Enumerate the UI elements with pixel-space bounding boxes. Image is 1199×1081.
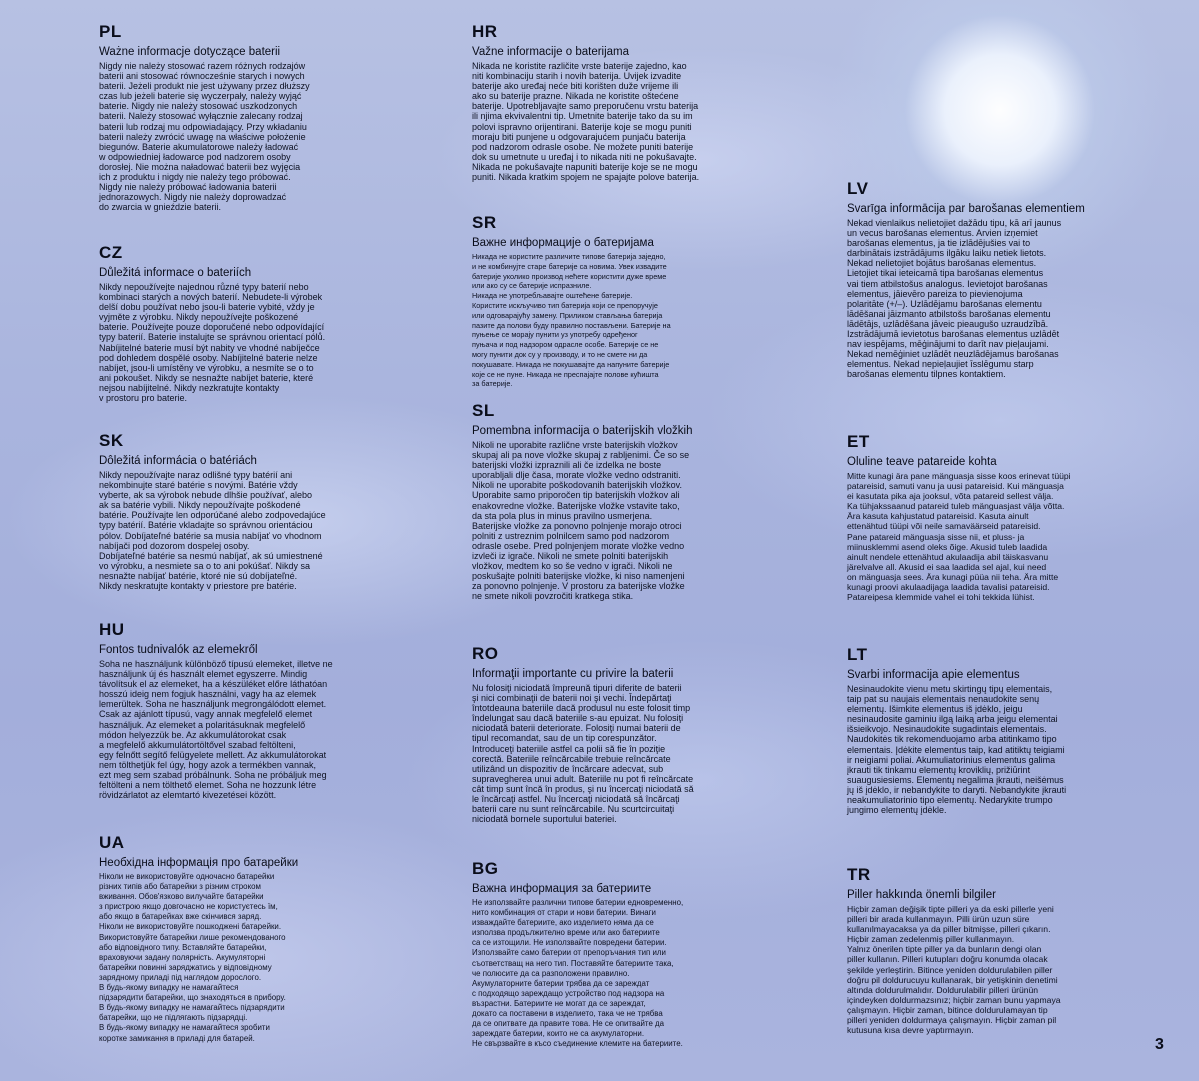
heading-hr: Važne informacije o baterijama <box>472 46 630 58</box>
language-code-cz: CZ <box>99 243 123 262</box>
language-code-sr: SR <box>472 213 497 232</box>
section-sl <box>472 402 693 602</box>
heading-lv: Svarīga informācija par barošanas elementiem <box>847 203 1085 215</box>
language-code-et: ET <box>847 432 870 451</box>
section-ua <box>99 834 298 1044</box>
body-hu: Soha ne használjunk különböző típusú elemeket, illetve ne használjunk új és használt elemet egyszerre. Mindig távolítsuk el az elemeket, ha a készüléket előre láthatóan hosszú ideig nem fogjuk használni, vagy ha az elemek lemerültek. Soha ne használjunk megrongálódott elemet. Csak az ajánlott típusú, vagy annak megfelelő elemet használjuk. Az elemeket a polaritásuknak megfelelő módon helyezzük be. Az akkumulátorokat csak a megfelelő akkumulátortöltővel szabad feltölteni, egy felnőtt segítő felügyelete mellett. Az akkumulátorokat nem tölthetjük fel úgy, hogy azok a termékben vannak, ezt meg sem szabad próbálnunk. Soha ne próbáljuk meg feltölteni a nem tölthető elemet. Soha ne hozzunk létre rövidzárlatot az elemtartó kivezetései között. <box>99 659 333 801</box>
language-code-lt: LT <box>847 645 868 664</box>
heading-hu: Fontos tudnivalók az elemekről <box>99 644 258 656</box>
heading-et: Oluline teave patareide kohta <box>847 456 997 468</box>
language-code-bg: BG <box>472 859 499 878</box>
section-tr <box>847 866 1061 1035</box>
body-sk: Nikdy nepoužívajte naraz odlišné typy batérií ani nekombinujte staré batérie s novými. Batérie vždy vyberte, ak sa výrobok nebude dlhšie používať, alebo ak sa batérie vybili. Nikdy nepoužívajte poškodené batérie. Používajte len odporúčané alebo zodpovedajúce typy batérií. Batérie vkladajte so správnou orientáciou pólov. Dobíjateľné batérie sa musia nabíjať vo vhodnom nabíjači pod dozorom dospelej osoby. Dobíjateľné batérie sa nesmú nabíjať, ak sú umiestnené vo výrobku, a nesmiete sa o to ani pokúšať. Nikdy sa nesnažte nabíjať batérie, ktoré nie sú dobíjateľné. Nikdy neskratujte kontakty v priestore pre batérie. <box>99 470 326 592</box>
body-ua: Ніколи не використовуйте одночасно батарейки різних типів або батарейки з різним строком вживання. Обов'язково вилучайте батарейки з пристрою якщо довгочасно не користуєтесь їм, або якщо в батарейках вже скінчився заряд. Ніколи не використовуйте пошкоджені батарейки. Використовуйте батарейки лише рекомендованого або відповідного типу. Вставляйте батарейки, враховуючи задану полярність. Акумуляторні батарейки повинні заряджатись у відповідному зарядному приладі під наглядом дорослого. В будь-якому випадку не намагайтеся підзарядити батарейки, що знаходяться в прибору. В будь-якому випадку не намагайтесь підзарядити батарейки, що не підлягають підзарядці. В будь-якому випадку не намагайтеся зробити коротке замикання в приладі для батарей. <box>99 872 286 1043</box>
section-hr <box>472 23 699 182</box>
body-hr: Nikada ne koristite različite vrste baterije zajedno, kao niti kombinaciju starih i novih baterija. Uvijek izvadite baterije ako uređaj neće biti korišten duže vrijeme ili ako su baterije prazne. Nikada ne koristite oštećene baterije. Upotrebljavajte samo preporučenu vrstu baterija ili njima ekvivalentni tip. Umetnite baterije tako da su im polovi ispravno orijentirani. Baterije koje se mogu puniti moraju biti punjene u odgovarajućem punjaču baterija pod nadzorom odrasle osobe. Ne možete puniti baterije dok su umetnute u uređaj i to nikada niti ne pokušavajte. Nikada ne pokušavajte napuniti baterije koje se ne mogu puniti. Nikada kratkim spojem ne spajajte polove baterija. <box>472 61 700 183</box>
body-et: Mitte kunagi ära pane mänguasja sisse koos erinevat tüüpi patareisid, samuti vanu ja uusi patareisid. Kui mänguasja ei kasutata pika aja jooksul, võta patareid sellest välja. Ka tühjakssaanud patareid tuleb mänguasjast välja võtta. Ära kasuta kahjustatud patareisid. Kasuta ainult ettenähtud tüüpi või neile samaväärseid patareisid. Pane patareid mänguasja sisse nii, et pluss- ja miinusklemmi asend oleks õige. Akusid tuleb laadida ainult nendele ettenähtud akulaadija abil täiskasvanu järelvalve all. Akusid ei saa laadida sel ajal, kui need on mänguasja sees. Ära kunagi püüa nii teha. Ära mitte kunagi proovi akulaadijaga laadida tavalisi patareisid. Patareipesa klemmide vahel ei tohi tekkida lühist. <box>847 471 1071 603</box>
heading-ua: Необхідна інформація про батарейки <box>99 857 299 869</box>
body-cz: Nikdy nepoužívejte najednou různé typy baterií nebo kombinaci starých a nových baterií. Nebudete-li výrobek delší dobu používat nebo jsou-li baterie vybité, vždy je vyjměte z výrobku. Nikdy nepoužívejte poškozené baterie. Používejte pouze doporučené nebo odpovídající typy baterií. Baterie instalujte se správnou orientací pólů. Nabíjitelné baterie musí být nabity ve vhodné nabíječce pod dohledem dospělé osoby. Nabíjitelné baterie nelze nabíjet, jsou-li umístěny ve výrobku, a nesmíte se o to ani pokoušet. Nikdy se nesnažte nabíjet baterie, které nejsou nabíjitelné. Nikdy nezkratujte kontakty v prostoru pro baterie. <box>99 282 326 404</box>
body-lt: Nesinaudokite vienu metu skirtingų tipų elementais, taip pat su naujais elementais nenaudokite senų elementų. Išimkite elementus iš įdėklo, jeigu nesinaudosite gaminiu ilgą laiką arba jeigu elementai išsieikvojo. Nesinaudokite sugadintais elementais. Naudokitės tik rekomenduojamo arba atitinkamo tipo elementais. Įdėkite elementus taip, kad atitiktų teigiami ir neigiami poliai. Akumuliatorinius elementus galima įkrauti tik tinkamu elementų kroviklių, prižiūrint suaugusiesiems. Elementų negalima įkrauti, neišėmus jų iš įdėklo, ir nebandykite to daryti. Nebandykite įkrauti neakumuliatorinio tipo elementų. Nedarykite trumpo jungimo elementų įdėkle. <box>847 684 1067 816</box>
heading-sr: Важне информације о батеријама <box>472 237 654 249</box>
heading-bg: Важна информация за батериите <box>472 883 652 895</box>
heading-cz: Důležitá informace o bateriích <box>99 267 252 279</box>
section-hu <box>99 621 333 800</box>
language-code-pl: PL <box>99 22 122 41</box>
section-lt <box>847 646 1066 815</box>
heading-ro: Informaţii importante cu privire la baterii <box>472 668 674 680</box>
language-code-ua: UA <box>99 833 125 852</box>
section-et <box>847 433 1071 602</box>
page-number: 3 <box>1155 1036 1164 1053</box>
section-cz <box>99 244 325 403</box>
heading-sk: Dôležitá informácia o batériách <box>99 455 257 467</box>
body-pl: Nigdy nie należy stosować razem różnych rodzajów baterii ani stosować równocześnie starych i nowych baterii. Jeżeli produkt nie jest używany przez dłuższy czas lub jeżeli baterie się wyczerpały, należy wyjąć baterie. Nigdy nie należy stosować uszkodzonych baterii. Należy stosować wyłącznie zalecany rodzaj baterii lub rodzaj mu odpowiadający. Przy wkładaniu baterii należy zwrócić uwagę na właściwe położenie biegunów. Baterie akumulatorowe należy ładować w odpowiedniej ładowarce pod nadzorem osoby dorosłej. Nie można naładować baterii bez wyjęcia ich z produktu i nigdy nie należy tego próbować. Nigdy nie należy próbować ładowania baterii jednorazowych. Nigdy nie należy doprowadzać do zwarcia w gnieździe baterii. <box>99 61 310 213</box>
heading-lt: Svarbi informacija apie elementus <box>847 669 1020 681</box>
body-ro: Nu folosiţi niciodată împreună tipuri diferite de baterii şi nici combinaţii de baterii noi şi vechi. Îndepărtaţi întotdeauna bateriile dacă produsul nu este folosit timp îndelungat sau dacă bateriile s-au epuizat. Nu folosiţi niciodată baterii deteriorate. Folosiţi numai baterii de tipul recomandat, sau de un tip corespunzător. Introduceţi bateriile astfel ca polii să fie în poziţie corectă. Bateriile reîncărcabile trebuie reîncărcate utilizând un dispozitiv de încărcare adecvat, sub supravegherea unui adult. Bateriile nu pot fi reîncărcate cât timp sunt încă în produs, şi nu încercaţi niciodată să le încărcaţi astfel. Nu încercaţi niciodată să încărcaţi baterii care nu sunt reîncărcabile. Nu scurtcircuitaţi niciodată bornele suportului bateriei. <box>472 683 694 825</box>
language-code-sk: SK <box>99 431 124 450</box>
body-sl: Nikoli ne uporabite različne vrste baterijskih vložkov skupaj ali pa nove vložke skupaj z rabljenimi. Če so se baterijski vložki izpraznili ali če izdelka ne boste uporabljali dlje časa, morate vložke vedno odstraniti. Nikoli ne uporabite poškodovanih baterijskih vložkov. Uporabite samo priporočen tip baterijskih vložkov ali enakovredne vložke. Baterijske vložke vstavite tako, da sta pola plus in minus pravilno usmerjena. Baterijske vložke za ponovno polnjenje morajo otroci polniti z ustreznim polnilcem samo pod nadzorom odrasle osebe. Pred polnjenjem morate vložke vedno izvleči iz igrače. Nikoli ne smete polniti baterijskih vložkov, medtem ko so še vedno v igrači. Nikoli ne poskušajte polniti baterijske vložke, ki niso namenjeni za ponovno polnjenje. V prostoru za baterijske vložke ne smete nikoli povzročiti kratkega stika. <box>472 440 690 602</box>
heading-pl: Ważne informacje dotyczące baterii <box>99 46 281 58</box>
section-sr <box>472 214 671 389</box>
heading-sl: Pomembna informacija o baterijskih vložkih <box>472 425 693 437</box>
language-code-ro: RO <box>472 644 499 663</box>
section-ro <box>472 645 694 824</box>
language-code-hu: HU <box>99 620 125 639</box>
heading-tr: Piller hakkında önemli bilgiler <box>847 889 996 901</box>
language-code-hr: HR <box>472 22 498 41</box>
language-code-tr: TR <box>847 865 871 884</box>
body-sr: Никада не користите различите типове батерија заједно, и не комбинујте старе батерије са новима. Увек извадите батерије уколико производ нећете користити дуже време или ако су се батерије испразниле. Никада не употребљавајте оштећене батерије. Користите искључиво тип батерија који се препоручује или одговарајућу замену. Приликом стављања батерија пазите да полови буду правилно постављени. Батерије на пуњење се морају пунити уз употребу одређеног пуњача и под надзором одрасле особе. Батерије се не могу пунити док су у производу, и то не смете ни да покушавате. Никада не покушавајте да напуните батерије које се не пуне. Никада не преспајајте полове кућишта за батерије. <box>472 252 671 389</box>
section-sk <box>99 432 326 591</box>
language-code-sl: SL <box>472 401 495 420</box>
body-tr: Hiçbir zaman değişik tipte pilleri ya da eski pillerle yeni pilleri bir arada kullanmayın. Pilli ürün uzun süre kullanılmayacaksa ya da piller bitmişse, pilleri çıkarın. Hiçbir zaman zedelenmiş piller kullanmayın. Yalnız önerilen tipte piller ya da bunların dengi olan piller kullanın. Pilleri kutupları doğru konumda olacak şekilde yerleştirin. Bitince yeniden doldurulabilen piller doğru pil doldurucuyu kullanarak, bir yetişkinin denetimi altında doldurulmalıdır. Doldurulabilir pilleri ürünün içindeyken doldurmazsınız; hiçbir zaman bunu yapmaya çalışmayın. Hiçbir zaman, bitince doldurulamayan tip pilleri yeniden doldurmaya çalışmayın. Hiçbir zaman pil kutusuna kısa devre yaptırmayın. <box>847 904 1061 1036</box>
body-bg: Не използвайте различни типове батерии едновременно, нито комбинация от стари и нови батерии. Винаги изваждайте батериите, ако изделието няма да се използва продължително време или ако батериите са се изтощили. Не използвайте повредени батерии. Използвайте само батерии от препоръчания тип или съответстващ на него тип. Поставяйте батериите така, че полюсите да са разположени правилно. Акумулаторните батерии трябва да се зареждат с подходящо зареждащо устройство под надзора на възрастни. Батериите не могат да се зареждат, докато са поставени в изделието, така че не трябва да се опитвате да правите това. Не се опитвайте да зареждате батерии, които не са акумулаторни. Не свързвайте в късо съединение клемите на батериите. <box>472 898 684 1049</box>
section-bg <box>472 860 683 1049</box>
body-lv: Nekad vienlaikus nelietojiet dažādu tipu, kā arī jaunus un vecus barošanas elementus. Arvien izņemiet barošanas elementus, ja tie izlādējušies vai to darbinātais izstrādājums ilgāku laiku netiek lietots. Nekad nelietojiet bojātus barošanas elementus. Lietojiet tikai ieteicamā tipa barošanas elementus vai tiem atbilstošus analogus. Ievietojot barošanas elementus, jāievēro pareiza to pievienojuma polaritāte (+/–). Uzlādējamu barošanas elementu lādēšanai jāizmanto atbilstošs barošanas elementu lādētājs, uzlādēšana jāveic pieaugušo uzraudzībā. Izstrādājumā ievietotus barošanas elementus uzlādēt nav iespējams, mēģinājumi to darīt nav pieļaujami. Nekad nemēģiniet uzlādēt neuzlādējamus barošanas elementus. Nekad nepieļaujiet īsslēgumu starp barošanas elementu tilpnes kontaktiem. <box>847 218 1062 380</box>
section-pl <box>99 23 310 212</box>
language-code-lv: LV <box>847 179 869 198</box>
section-lv <box>847 180 1085 380</box>
